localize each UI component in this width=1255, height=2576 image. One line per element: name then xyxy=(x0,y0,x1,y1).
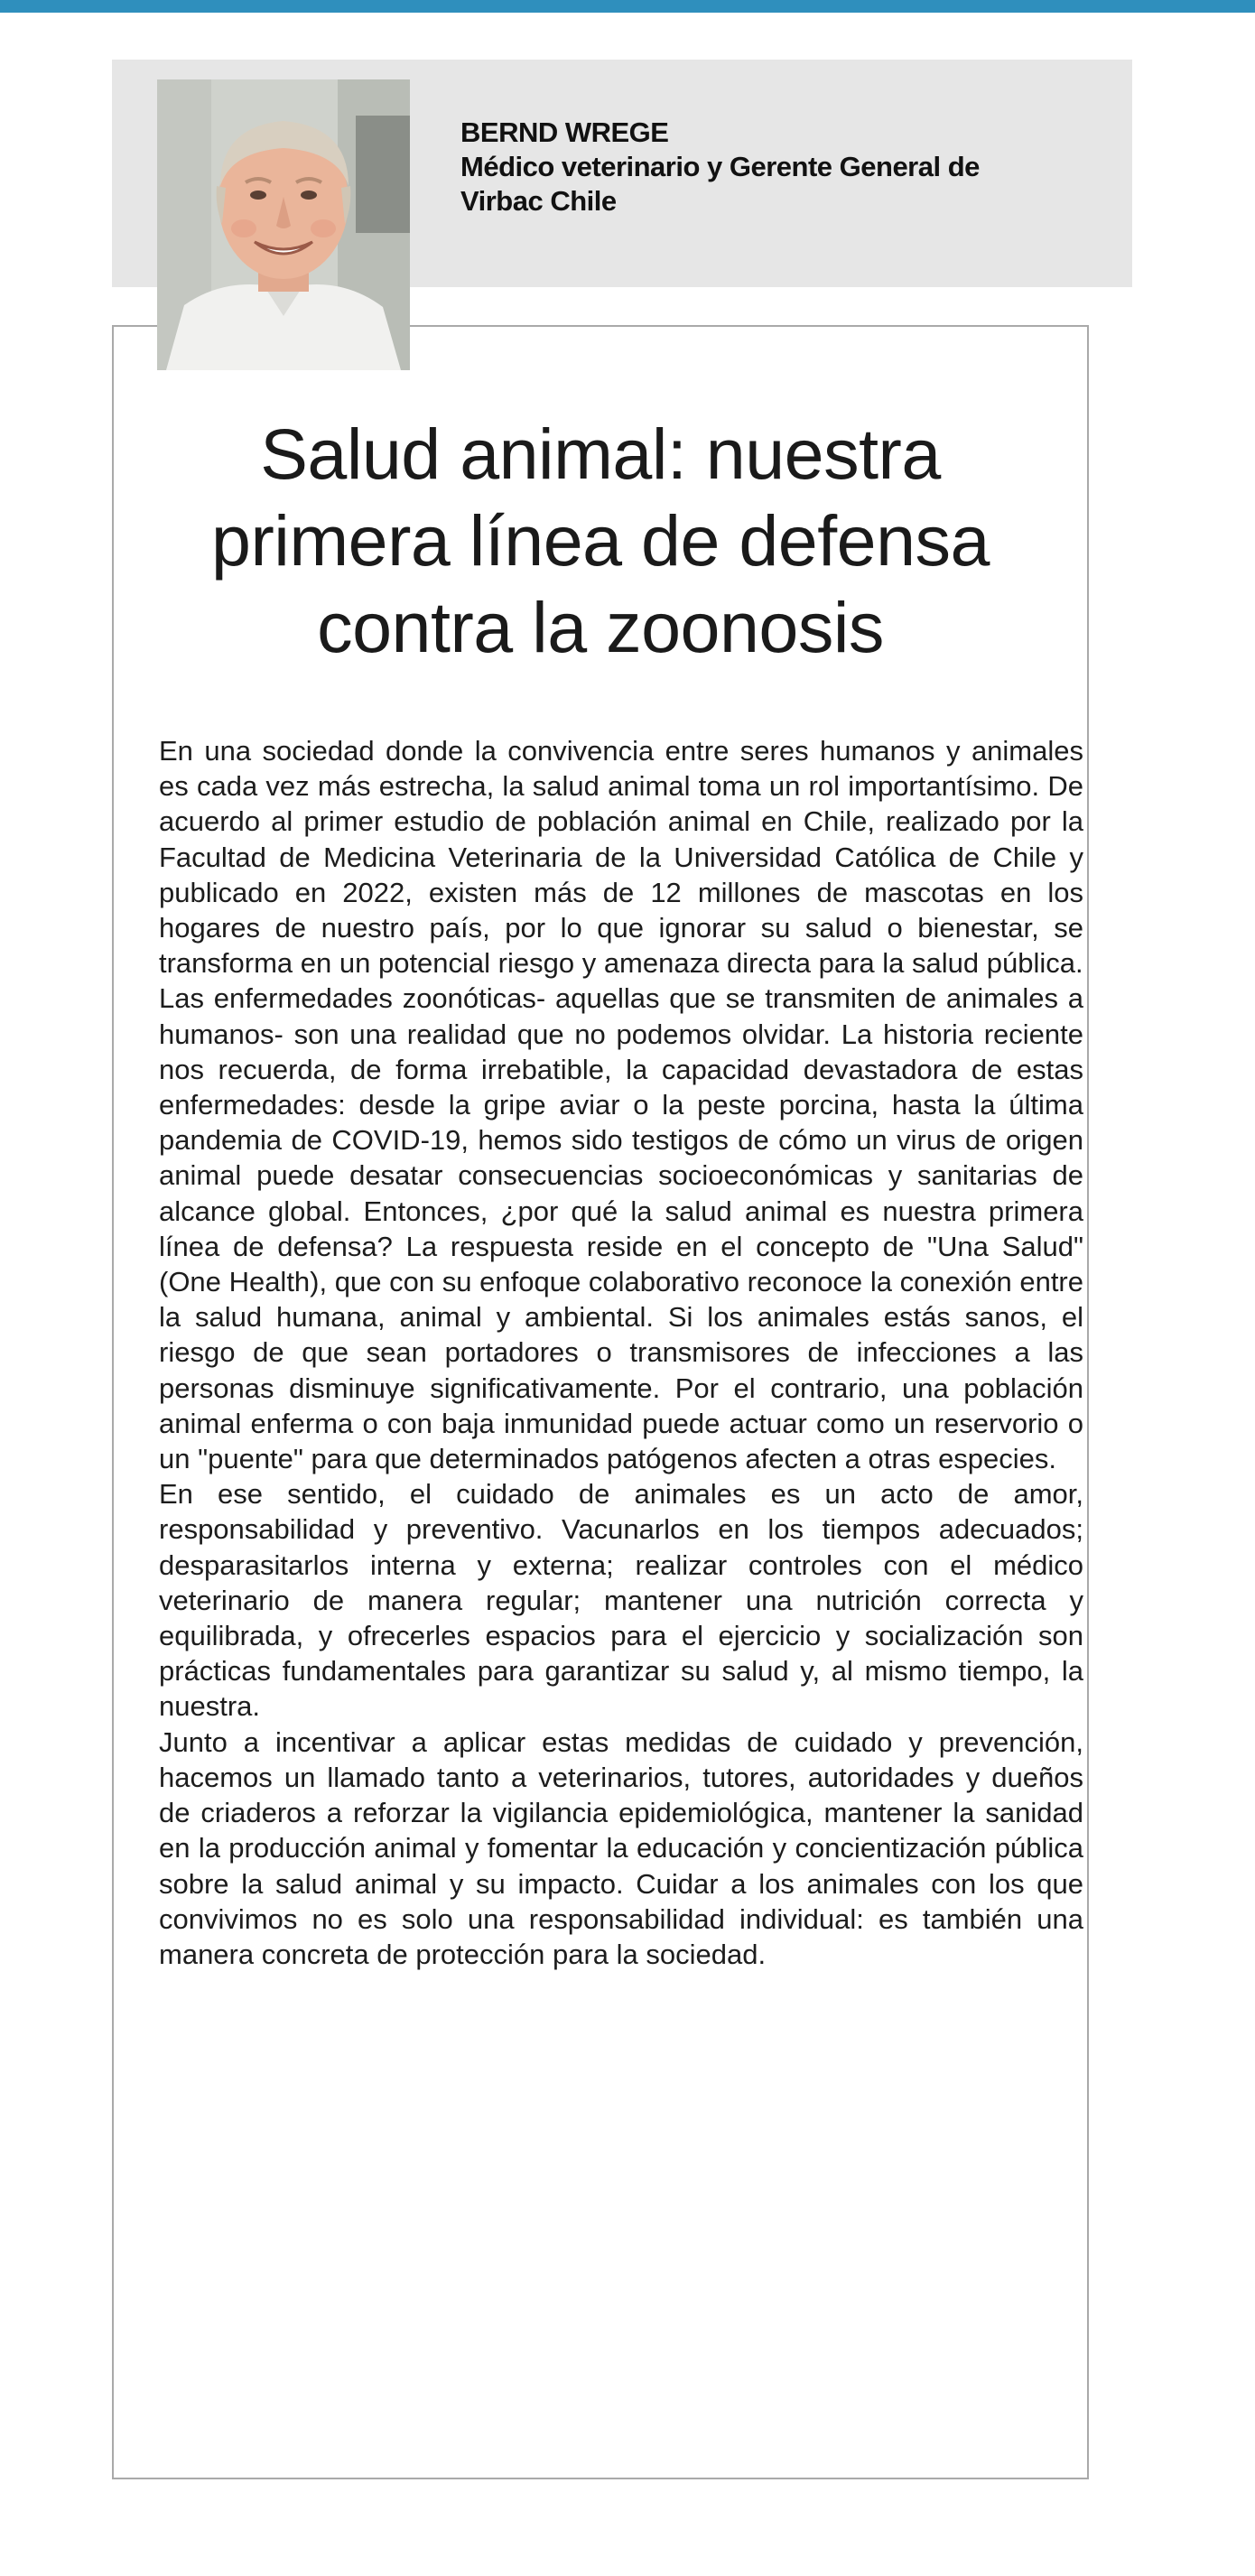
top-accent-rule xyxy=(0,0,1255,13)
body-paragraph-4: Junto a incentivar a aplicar estas medidas de cuidado y prevención, hacemos un llamado tanto a veterinarios, tutores, autoridades y dueños de criaderos a reforzar la vigilancia epidemiológica, mantener la sanidad en la producción animal y fomentar la educación y concientización pública sobre la salud animal y su impacto. Cuidar a los animales con los que convivimos no es solo una responsabilidad individual: es también una manera concreta de protección para la sociedad. xyxy=(159,1725,1083,1970)
body-paragraph-3: En ese sentido, el cuidado de animales es un acto de amor, responsabilidad y preventivo. Vacunarlos en los tiempos adecuados; desparasitarlos interna y externa; realizar controles con el médico veterinario de manera regular; mantener una nutrición correcta y equilibrada, y ofrecerles espacios para el ejercicio y socialización son prácticas fundamentales para garantizar su salud y, al mismo tiempo, la nuestra. xyxy=(159,1478,1083,1723)
author-role-line-1: Médico veterinario y Gerente General de xyxy=(460,151,980,182)
headline-line-1: Salud animal: nuestra xyxy=(260,414,941,494)
body-paragraph-1: En una sociedad donde la convivencia entre seres humanos y animales es cada vez más estrecha, la salud animal toma un rol importantísimo. De acuerdo al primer estudio de población animal en Chile, realizado por la Facultad de Medicina Veterinaria de la Universidad Católica de Chile y publicado en 2022, existen más de 12 millones de mascotas en los hogares de nuestro país, por lo que ignorar su salud o bienestar, se transforma en un potencial riesgo y amenaza directa para la salud pública. xyxy=(159,735,1083,980)
headline-line-2: primera línea de defensa xyxy=(211,500,990,581)
author-photo xyxy=(157,79,410,370)
author-name: BERND WREGE xyxy=(460,116,669,148)
article-headline xyxy=(135,411,1065,671)
body-paragraph-2: Las enfermedades zoonóticas- aquellas que se transmiten de animales a humanos- son una realidad que no podemos olvidar. La historia reciente nos recuerda, de forma irrebatible, la capacidad devastadora de estas enfermedades: desde la gripe aviar o la peste porcina, hasta la última pandemia de COVID-19, hemos sido testigos de cómo un virus de origen animal puede desatar consecuencias socioeconómicas y sanitarias de alcance global. Entonces, ¿por qué la salud animal es nuestra primera línea de defensa? La respuesta reside en el concepto de "Una Salud" (One Health), que con su enfoque colaborativo reconoce la conexión entre la salud humana, animal y ambiental. Si los animales estás sanos, el riesgo de que sean portadores o transmisores de infecciones a las personas disminuye significativamente. Por el contrario, una población animal enferma o con baja inmunidad puede actuar como un reservorio o un "puente" para que determinados patógenos afecten a otras especies. xyxy=(159,982,1083,1475)
article-body xyxy=(159,733,1083,1972)
headline-line-3: contra la zoonosis xyxy=(317,587,884,667)
author-byline xyxy=(460,116,1092,219)
author-role-line-2: Virbac Chile xyxy=(460,185,617,217)
